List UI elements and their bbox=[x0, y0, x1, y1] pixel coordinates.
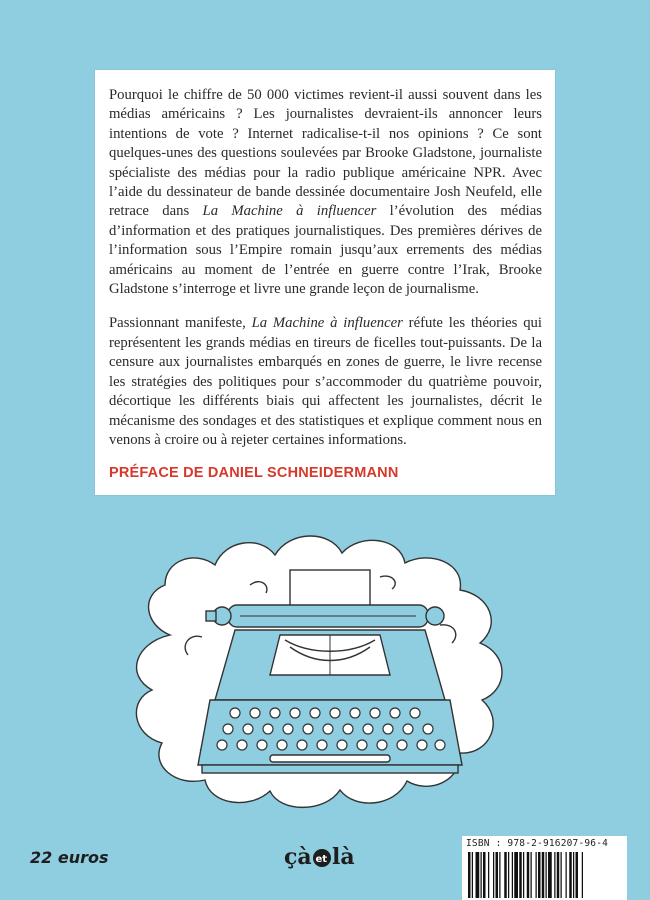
blurb-p1-text: Pourquoi le chiffre de 50 000 victimes revient-il aussi souvent dans les médias américains ? Les journalistes devraient-ils annoncer leurs intentions de vote ? Internet radicalise-t-il nos opinions ? Ce sont quelques-unes des questions soulevées par Brooke Gladstone, journaliste spécialiste des médias pour la radio publique américaine NPR. Avec l’aide du dessinateur de bande dessinée documentaire Josh Neufeld, elle retrace dans bbox=[109, 87, 542, 220]
blurb-card bbox=[95, 70, 555, 495]
blurb-p2-text-end: réfute les théories qui représentent les grands médias en tireurs de ficelles tout-puissants. De la censure aux journalistes embarqués en zones de guerre, le livre recense les stratégies des politiques pour s’accommoder du quatrième pouvoir, décortique les différents biais qui affectent les journalistes, décrit le mécanisme des sondages et des statistiques et explique comment nous en venons à croire ou à rejeter certaines informations. bbox=[109, 315, 542, 448]
publisher-logo bbox=[282, 836, 362, 876]
typewriter-cloud-illustration bbox=[110, 515, 540, 835]
isbn-number: ISBN : 978-2-916207-96-4 bbox=[466, 838, 609, 849]
book-title-italic: La Machine à influencer bbox=[202, 203, 377, 220]
blurb-p1-text-end: l’évolution des médias d’information et des pratiques journalistiques. Des premières dérives de l’information sous l’Empire romain jusqu’aux errements des médias américains au moment de l’entrée en guerre contre l’Irak, Brooke Gladstone s’interroge et livre une grande leçon de journalisme. bbox=[109, 203, 542, 298]
isbn-barcode-block bbox=[462, 836, 627, 900]
blurb-paragraph-2 bbox=[109, 314, 542, 450]
publisher-logo-part3: là bbox=[332, 844, 355, 870]
barcode-icon bbox=[466, 852, 622, 898]
publisher-logo-part1: çà bbox=[284, 844, 312, 870]
book-title-italic: La Machine à influencer bbox=[251, 315, 403, 332]
publisher-logo-part2: et bbox=[315, 854, 328, 865]
preface-credit: PRÉFACE DE DANIEL SCHNEIDERMANN bbox=[109, 465, 399, 482]
blurb-p2-text: Passionnant manifeste, bbox=[109, 315, 252, 332]
price-label: 22 euros bbox=[30, 848, 109, 867]
blurb-paragraph-1 bbox=[109, 86, 542, 299]
